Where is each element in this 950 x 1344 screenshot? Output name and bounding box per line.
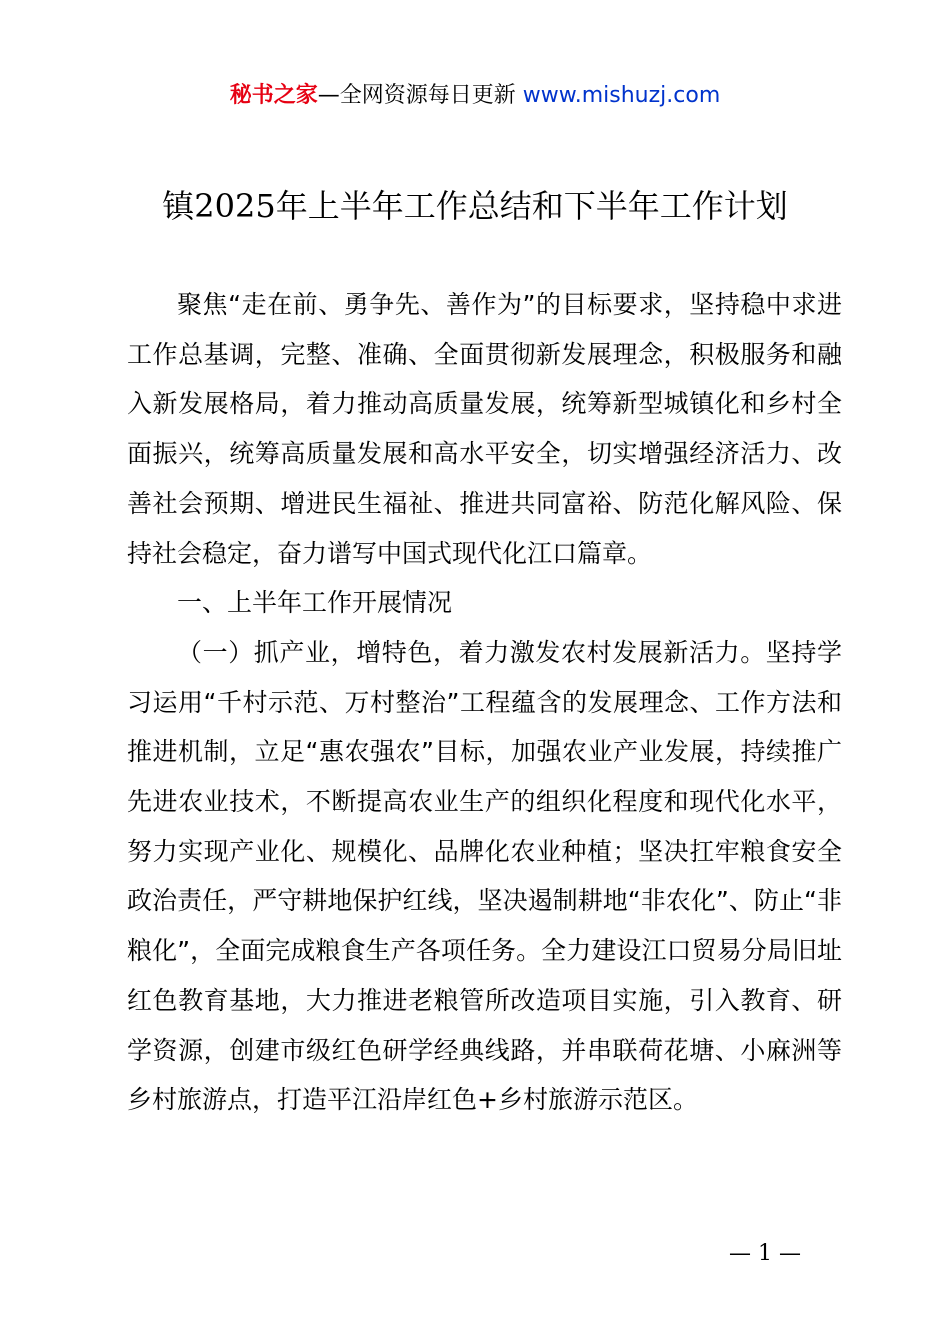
header-tagline: —全网资源每日更新 [317,83,516,108]
brand-name: 秘书之家 [229,83,318,108]
site-url-link[interactable]: www.mishuzj.com [522,83,721,108]
section-heading: 一、上半年工作开展情况 [177,588,453,618]
site-header [0,80,950,112]
section-paragraph: （一）抓产业，增特色，着力激发农村发展新活力。坚持学习运用“千村示范、万村整治”工程蕴含的发展理念、工作方法和推进机制，立足“惠农强农”目标，加强农业产业发展，持续推广先进农业技术，不断提高农业生产的组织化程度和现代化水平，努力实现产业化、规模化、品牌化农业种植；坚决扛牢粮食安全政治责任，严守耕地保护红线，坚决遏制耕地“非农化”、防止“非粮化”，全面完成粮食生产各项任务。全力建设江口贸易分局旧址红色教育基地，大力推进老粮管所改造项目实施，引入教育、研学资源，创建市级红色研学经典线路，并串联荷花塘、小麻洲等乡村旅游点，打造平江沿岸红色+乡村旅游示范区。 [127,637,842,1115]
intro-paragraph: 聚焦“走在前、勇争先、善作为”的目标要求，坚持稳中求进工作总基调，完整、准确、全面贯彻新发展理念，积极服务和融入新发展格局，着力推动高质量发展，统筹新型城镇化和乡村全面振兴，统筹高质量发展和高水平安全，切实增强经济活力、改善社会预期、增进民生福祉、推进共同富裕、防范化解风险、保持社会稳定，奋力谱写中国式现代化江口篇章。 [127,290,842,568]
page-number: — 1 — [729,1241,801,1266]
document-body [127,280,842,1125]
document-title: 镇2025年上半年工作总结和下半年工作计划 [162,187,788,225]
